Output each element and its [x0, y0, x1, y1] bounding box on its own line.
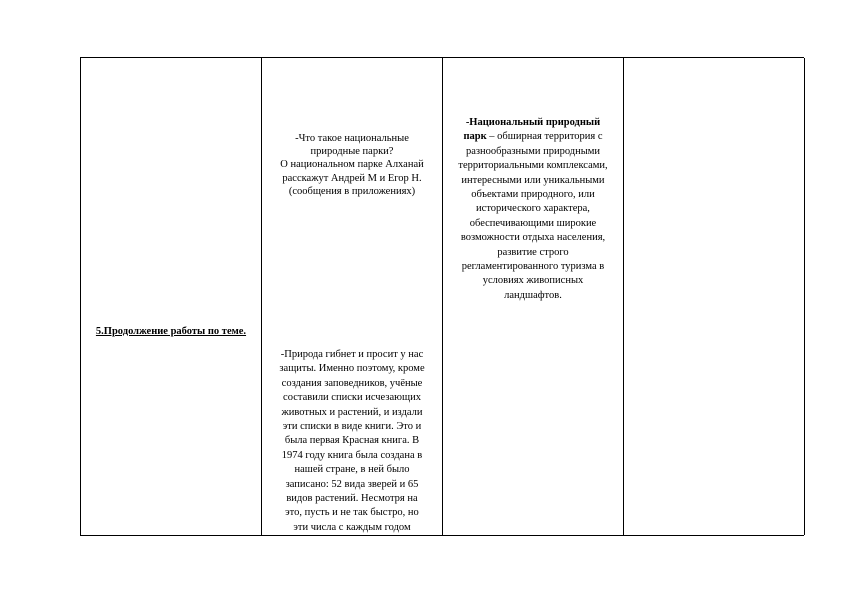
question-line: -Что такое национальные	[295, 133, 409, 144]
definition-line: условиях живописных	[482, 275, 584, 287]
question-line: расскажут Андрей М и Егор Н.	[282, 172, 422, 184]
text-line: записано: 52 вида зверей и 65	[285, 478, 419, 490]
teacher-activity-column	[262, 58, 443, 535]
text-line: это, пусть и не так быстро, но	[285, 507, 419, 519]
text-line: составили списки исчезающих	[283, 392, 421, 404]
term-bold-word: парк	[463, 131, 487, 143]
text-line: создания заповедников, учёные	[281, 377, 423, 389]
student-activity-column	[442, 58, 624, 535]
term-rest: – обширная территория с	[486, 131, 603, 143]
definition-line: исторического характера,	[476, 203, 590, 215]
definition-line: интересными или уникальными	[461, 174, 605, 186]
term-line	[449, 130, 617, 144]
text-line: эти списки в виде книги. Это и	[282, 421, 422, 433]
text-line: животных и растений, и издали	[281, 406, 423, 418]
question-line: О национальном парке Алханай	[280, 159, 424, 171]
text-line: защиты. Именно поэтому, кроме	[279, 363, 425, 375]
question-line: природные парки?	[310, 146, 394, 158]
text-line: видов растений. Несмотря на	[286, 493, 418, 505]
text-line: была первая Красная книга. В	[284, 435, 420, 447]
definition-line: возможности отдыха населения,	[460, 232, 606, 244]
notes-column	[624, 58, 805, 535]
lesson-plan-table	[80, 57, 804, 536]
definition-line: регламентированного туризма в	[461, 261, 605, 273]
text-line: эти числа с каждым годом	[293, 521, 411, 533]
definition-line: разнообразными природными	[465, 145, 601, 157]
definition-line: развитие строго	[497, 246, 569, 258]
stage-column	[81, 58, 262, 535]
question-line: (сообщения в приложениях)	[288, 185, 416, 197]
stage-title: 5.Продолжение работы по теме.	[95, 326, 247, 337]
national-park-definition	[449, 116, 617, 303]
text-line: 1974 году книга была создана в	[281, 449, 423, 461]
definition-line: территориальными комплексами,	[458, 160, 608, 172]
term-line	[449, 116, 617, 130]
definition-line: обеспечивающими широкие	[469, 217, 597, 229]
text-line: нашей стране, в ней было	[294, 464, 410, 476]
term-bold: -Национальный природный	[465, 117, 601, 128]
text-line: -Природа гибнет и просит у нас	[280, 349, 424, 360]
red-book-text	[268, 348, 436, 535]
question-text	[268, 132, 436, 198]
definition-line: ландшафтов.	[504, 289, 562, 301]
definition-line: объектами природного, или	[471, 189, 595, 201]
